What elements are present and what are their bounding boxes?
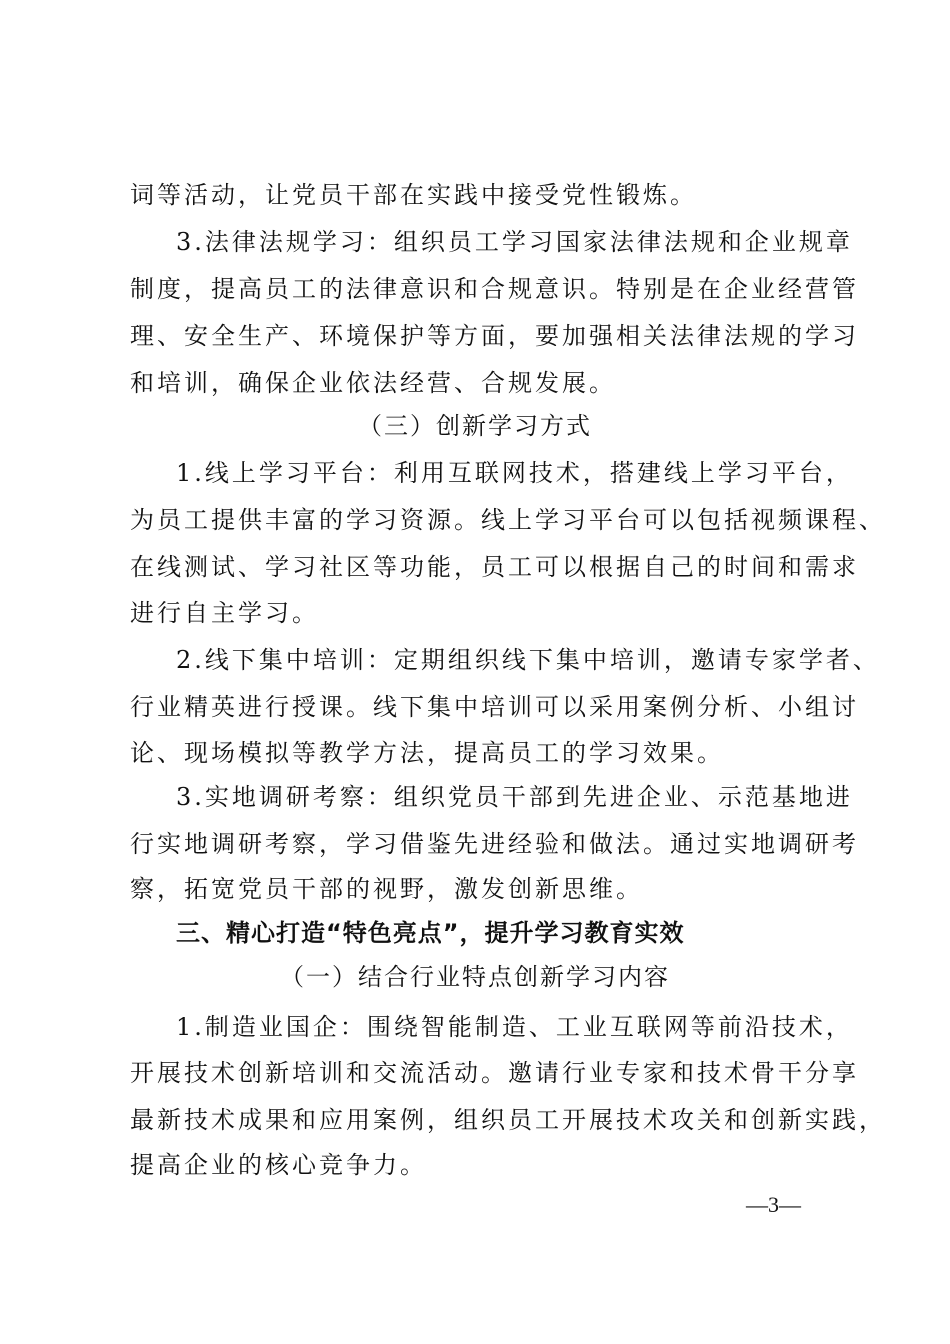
paragraph-line: 词等活动，让党员干部在实践中接受党性锻炼。 xyxy=(130,181,697,209)
paragraph-line: 2.线下集中培训：定期组织线下集中培训，邀请专家学者、 xyxy=(176,646,880,674)
paragraph-line: 提高企业的核心竞争力。 xyxy=(130,1151,427,1179)
section-heading: （三）创新学习方式 xyxy=(358,412,592,440)
paragraph-line: 在线测试、学习社区等功能，员工可以根据自己的时间和需求 xyxy=(130,553,859,581)
paragraph-line: 1.线上学习平台：利用互联网技术，搭建线上学习平台， xyxy=(176,459,853,487)
section-heading: （一）结合行业特点创新学习内容 xyxy=(280,963,670,991)
paragraph-line: 最新技术成果和应用案例，组织员工开展技术攻关和创新实践， xyxy=(130,1106,886,1134)
paragraph-line: 开展技术创新培训和交流活动。邀请行业专家和技术骨干分享 xyxy=(130,1059,859,1087)
paragraph-line: 制度，提高员工的法律意识和合规意识。特别是在企业经营管 xyxy=(130,275,859,303)
paragraph-line: 为员工提供丰富的学习资源。线上学习平台可以包括视频课程、 xyxy=(130,506,886,534)
chapter-heading: 三、精心打造“特色亮点”，提升学习教育实效 xyxy=(176,919,685,947)
paragraph-line: 3.法律法规学习：组织员工学习国家法律法规和企业规章 xyxy=(176,228,853,256)
paragraph-line: 行业精英进行授课。线下集中培训可以采用案例分析、小组讨 xyxy=(130,693,859,721)
paragraph-line: 行实地调研考察，学习借鉴先进经验和做法。通过实地调研考 xyxy=(130,830,859,858)
paragraph-line: 论、现场模拟等教学方法，提高员工的学习效果。 xyxy=(130,739,724,767)
paragraph-line: 1.制造业国企：围绕智能制造、工业互联网等前沿技术， xyxy=(176,1013,853,1041)
paragraph-line: 和培训，确保企业依法经营、合规发展。 xyxy=(130,369,616,397)
paragraph-line: 理、安全生产、环境保护等方面，要加强相关法律法规的学习 xyxy=(130,322,859,350)
paragraph-line: 察，拓宽党员干部的视野，激发创新思维。 xyxy=(130,875,643,903)
paragraph-line: 3.实地调研考察：组织党员干部到先进企业、示范基地进 xyxy=(176,783,853,811)
page-number: —3— xyxy=(746,1192,801,1217)
paragraph-line: 进行自主学习。 xyxy=(130,599,319,627)
